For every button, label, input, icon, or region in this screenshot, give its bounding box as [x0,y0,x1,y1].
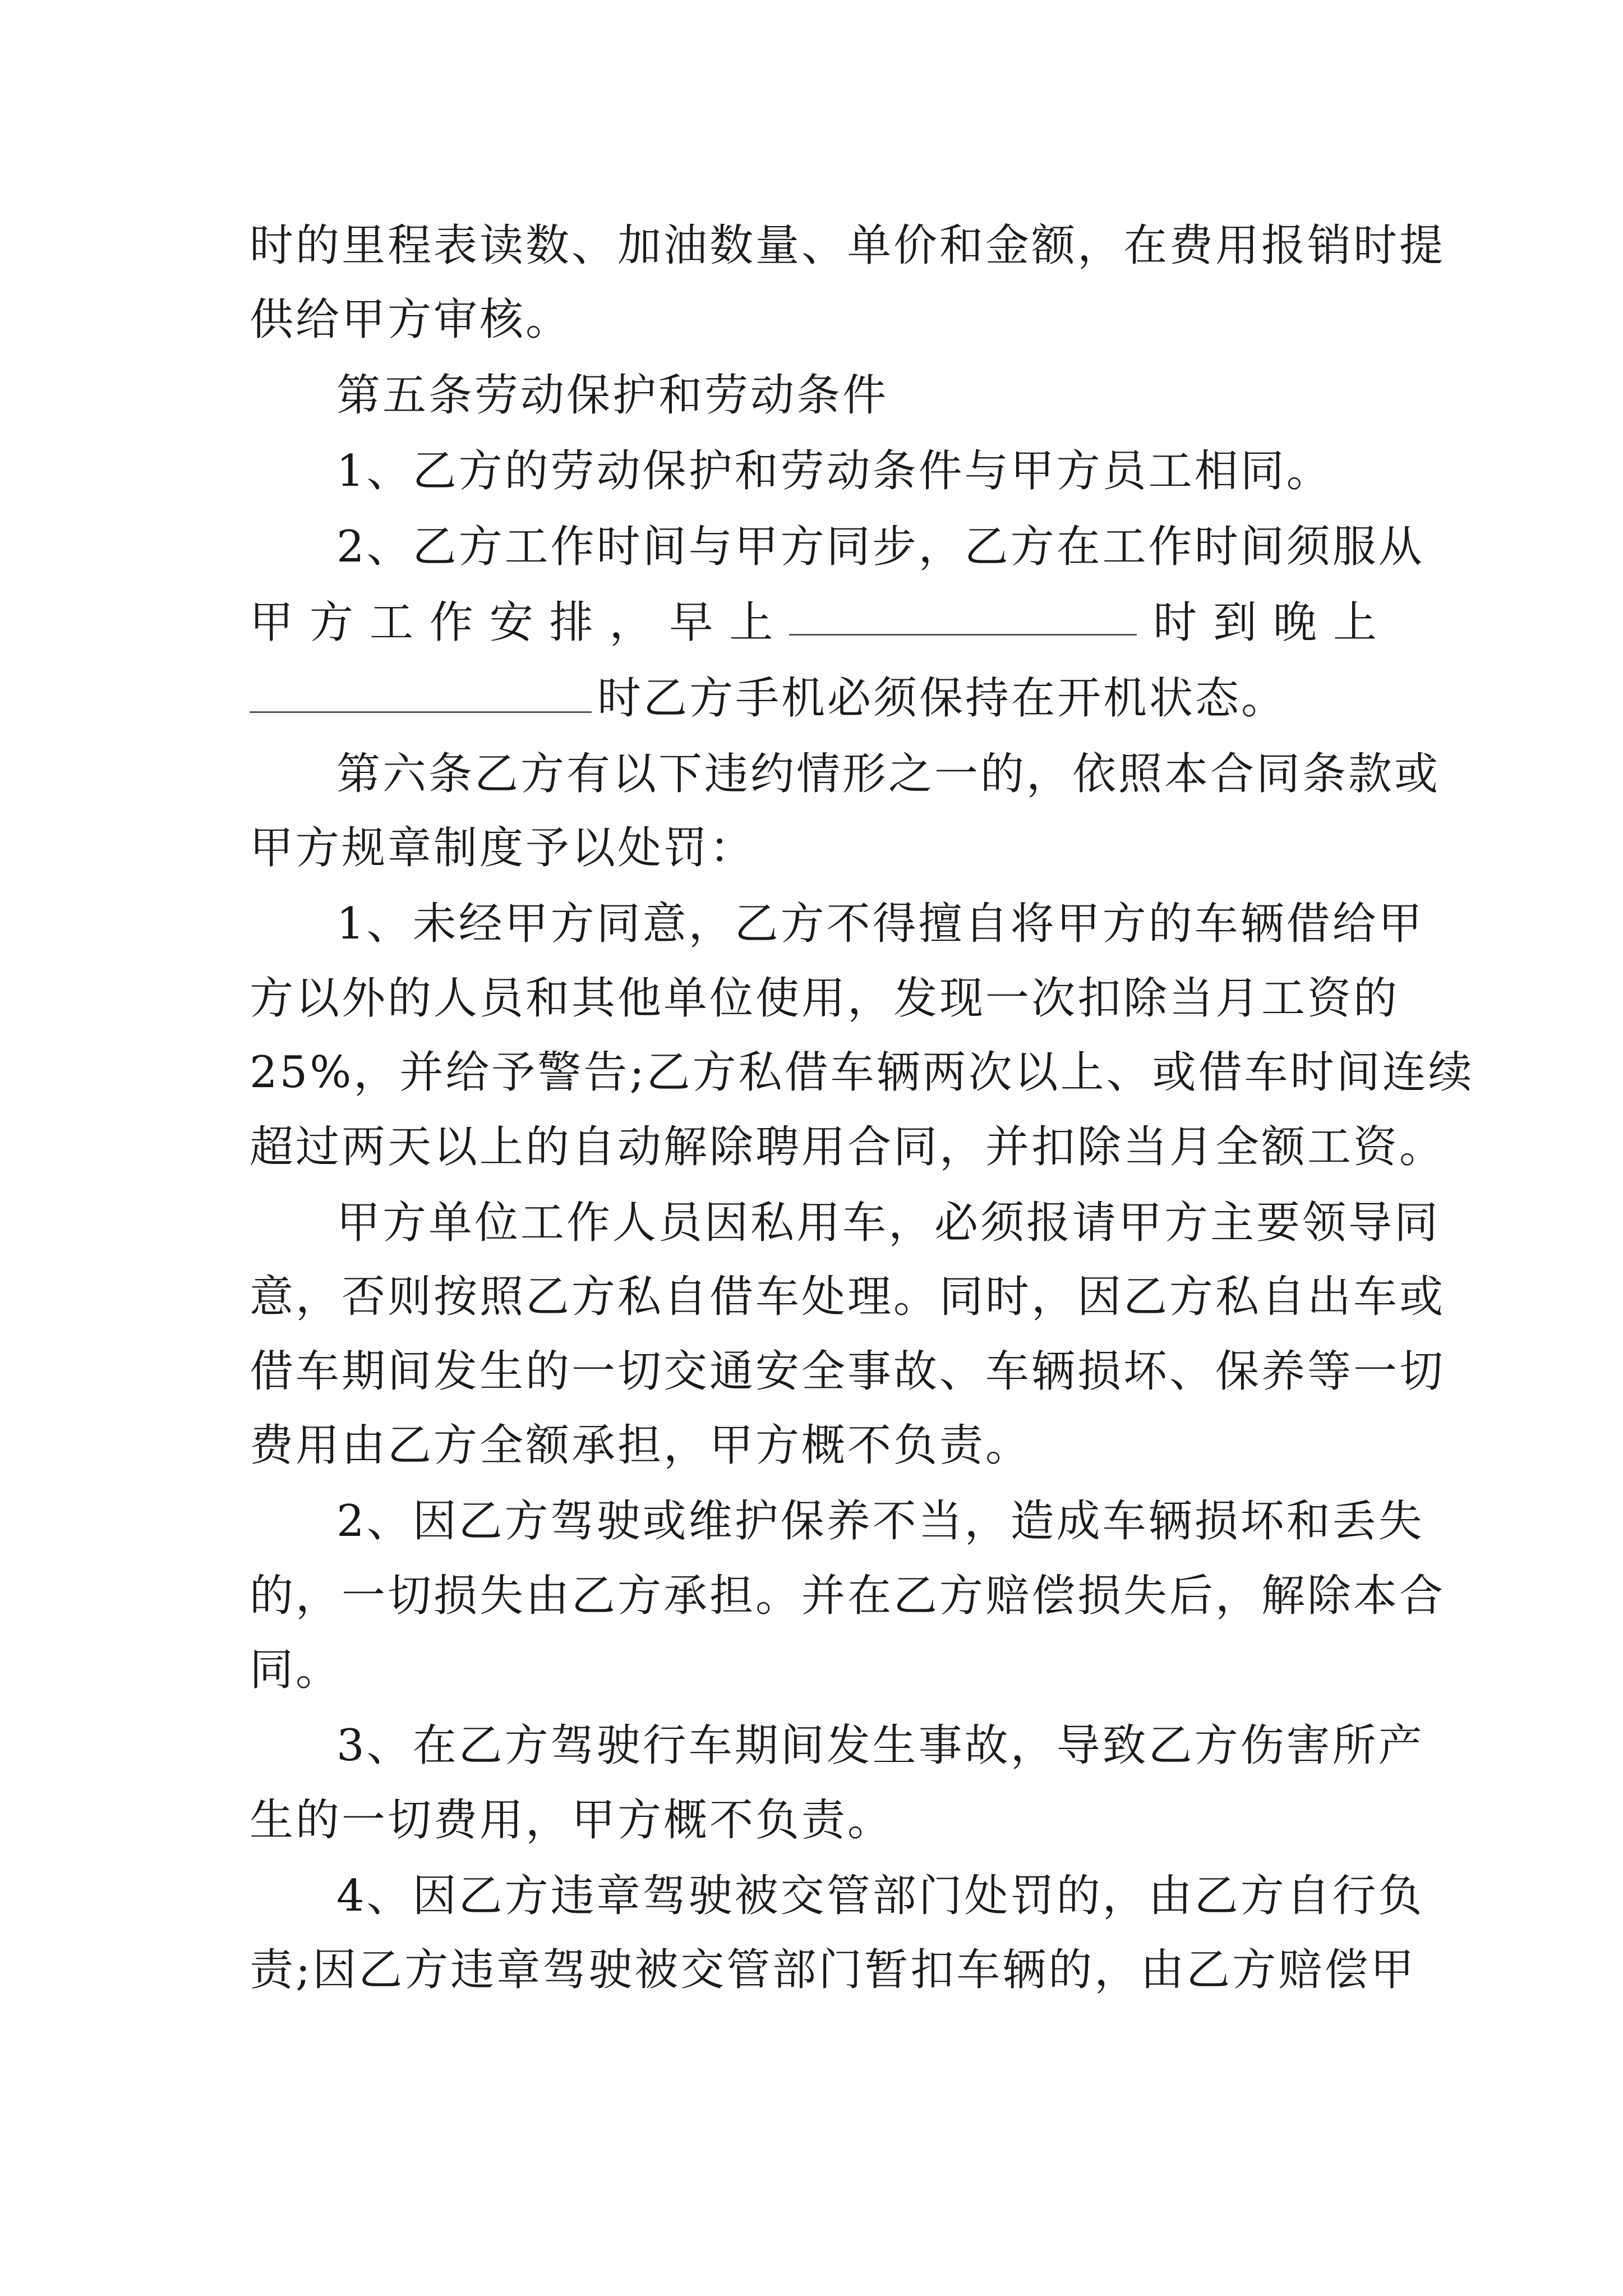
char: 早 [669,597,713,648]
char: 方 [309,597,353,648]
text-line: 借车期间发生的一切交通安全事故、车辆损坏、保养等一切 [250,1346,1446,1397]
char: 上 [729,597,773,648]
text-line: 生的一切费用，甲方概不负责。 [250,1795,894,1846]
text-line: 费用由乙方全额承担，甲方概不负责。 [250,1420,1032,1471]
char: 安 [489,597,533,648]
char: 上 [1332,597,1377,648]
char: 晚 [1273,597,1317,648]
char: 时 [1153,597,1197,648]
text-line: 时的里程表读数、加油数量、单价和金额，在费用报销时提 [250,220,1446,271]
text-line: 超过两天以上的自动解除聘用合同，并扣除当月全额工资。 [250,1122,1446,1172]
char: 到 [1213,597,1257,648]
text-line: 2、乙方工作时间与甲方同步，乙方在工作时间须服从 [336,522,1424,572]
text-line: 2、因乙方驾驶或维护保养不当，造成车辆损坏和丢失 [336,1496,1424,1547]
text-line: 1、未经甲方同意，乙方不得擅自将甲方的车辆借给甲 [336,899,1424,949]
text-line: 意，否则按照乙方私自借车处理。同时，因乙方私自出车或 [250,1272,1446,1322]
text-line: 4、因乙方违章驾驶被交管部门处罚的，由乙方自行负 [336,1871,1424,1921]
text-line: 甲方单位工作人员因私用车，必须报请甲方主要领导同 [336,1198,1441,1248]
char: ， [609,597,653,648]
text-line: 的，一切损失由乙方承担。并在乙方赔偿损失后，解除本合 [250,1571,1446,1621]
section-heading: 第六条乙方有以下违约情形之一的，依照本合同条款或 [336,749,1441,799]
char: 作 [429,597,473,648]
char: 甲 [250,597,294,648]
text-line: 同。 [250,1645,342,1695]
text-line: 方以外的人员和其他单位使用，发现一次扣除当月工资的 [250,973,1400,1024]
text-line: 甲方规章制度予以处罚： [250,823,756,873]
char: 工 [369,597,413,648]
text-span: 时乙方手机必须保持在开机状态。 [597,673,1288,724]
char: 排 [549,597,593,648]
text-line: 责;因乙方违章驾驶被交管部门暂扣车辆的，由乙方赔偿甲 [250,1945,1417,1995]
text-line: 1、乙方的劳动保护和劳动条件与甲方员工相同。 [336,446,1332,496]
text-line-with-blank [250,670,1377,726]
fill-in-blank [789,595,1137,636]
text-line: 25%，并给予警告;乙方私借车辆两次以上、或借车时间连续 [250,1047,1474,1098]
text-line-with-blank [250,595,1377,651]
section-heading: 第五条劳动保护和劳动条件 [336,370,889,421]
text-line: 供给甲方审核。 [250,295,572,345]
fill-in-blank [250,672,592,713]
text-line: 3、在乙方驾驶行车期间发生事故，导致乙方伤害所产 [336,1720,1424,1771]
